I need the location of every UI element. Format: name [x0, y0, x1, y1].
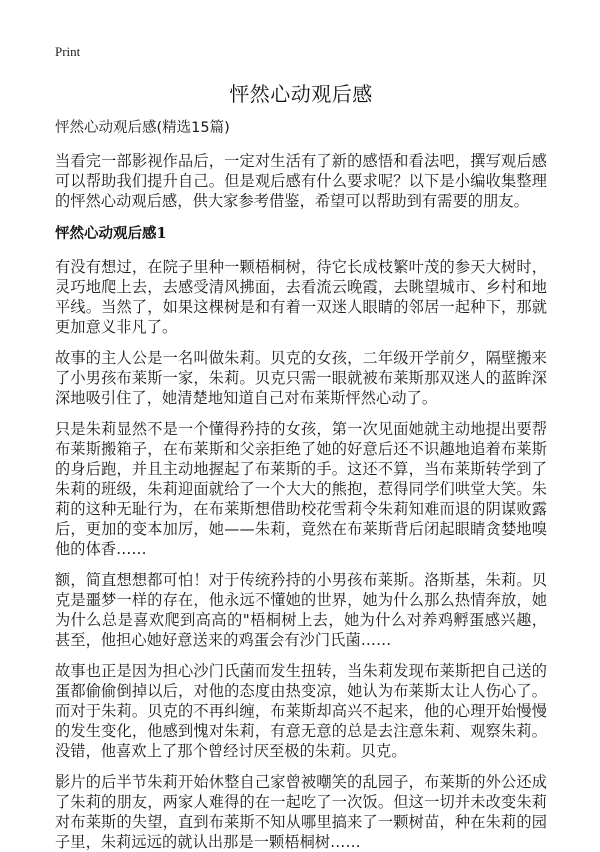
document-page [55, 44, 547, 852]
body-paragraph: 额，简直想想都可怕！对于传统矜持的小男孩布莱斯。洛斯基，朱莉。贝克是噩梦一样的存在，他永远不懂她的世界，她为什么那么热情奔放，她为什么总是喜欢爬到高高的"梧桐树上去，她为什么对养鸡孵蛋感兴趣，甚至，他担心她好意送来的鸡蛋会有沙门氏菌…… [55, 571, 547, 649]
page-title: 怦然心动观后感 [229, 82, 373, 106]
print-label[interactable]: Print [55, 44, 81, 59]
body-paragraph: 影片的后半节朱莉开始休整自己家曾被嘲笑的乱园子，布莱斯的外公还成了朱莉的朋友，两家人难得的在一起吃了一次饭。但这一切并未改变朱莉对布莱斯的失望，直到布莱斯不知从哪里搞来了一颗树苗，种在朱莉的园子里，朱莉远远的就认出那是一颗梧桐树…… [55, 773, 547, 851]
body-paragraph: 故事也正是因为担心沙门氏菌而发生扭转，当朱莉发现布莱斯把自己送的蛋都偷偷倒掉以后，对他的态度由热变凉，她认为布莱斯太让人伤心了。而对于朱莉。贝克的不再纠缠，布莱斯却高兴不起来，他的心理开始慢慢的发生变化，他感到愧对朱莉，有意无意的总是去注意朱莉、观察朱莉。没错，他喜欢上了那个曾经讨厌至极的朱莉。贝克。 [55, 662, 547, 760]
intro-paragraph: 当看完一部影视作品后，一定对生活有了新的感悟和看法吧，撰写观后感可以帮助我们提升自己。但是观后感有什么要求呢？以下是小编收集整理的怦然心动观后感，供大家参考借鉴，希望可以帮助到有需要的朋友。 [55, 152, 547, 210]
body-paragraph: 只是朱莉显然不是一个懂得矜持的女孩，第一次见面她就主动地提出要帮布莱斯搬箱子，在布莱斯和父亲拒绝了她的好意后还不识趣地追着布莱斯的身后跑，并且主动地握起了布莱斯的手。这还不算，当布莱斯转学到了朱莉的班级，朱莉迎面就给了一个大大的熊抱，惹得同学们哄堂大笑。朱莉的这种无耻行为，在布莱斯想借助校花雪莉令朱莉知难而退的阴谋败露后，更加的变本加厉，她——朱莉，竟然在布莱斯背后闭起眼睛贪婪地嗅他的体香…… [55, 420, 547, 558]
body-paragraph: 故事的主人公是一名叫做朱莉。贝克的女孩，二年级开学前夕，隔壁搬来了小男孩布莱斯一家，朱莉。贝克只需一眼就被布莱斯那双迷人的蓝眸深深地吸引住了，她清楚地知道自己对布莱斯怦然心动了。 [55, 349, 547, 407]
body-paragraph: 有没有想过，在院子里种一颗梧桐树，待它长成枝繁叶茂的参天大树时，灵巧地爬上去，去感受清风拂面，去看流云晚霞，去眺望城市、乡村和地平线。当然了，如果这棵树是和有着一双迷人眼睛的邻居一起种下，那就更加意义非凡了。 [55, 258, 547, 336]
section-heading: 怦然心动观后感1 [55, 225, 167, 242]
page-subtitle: 怦然心动观后感(精选15篇) [55, 120, 230, 136]
